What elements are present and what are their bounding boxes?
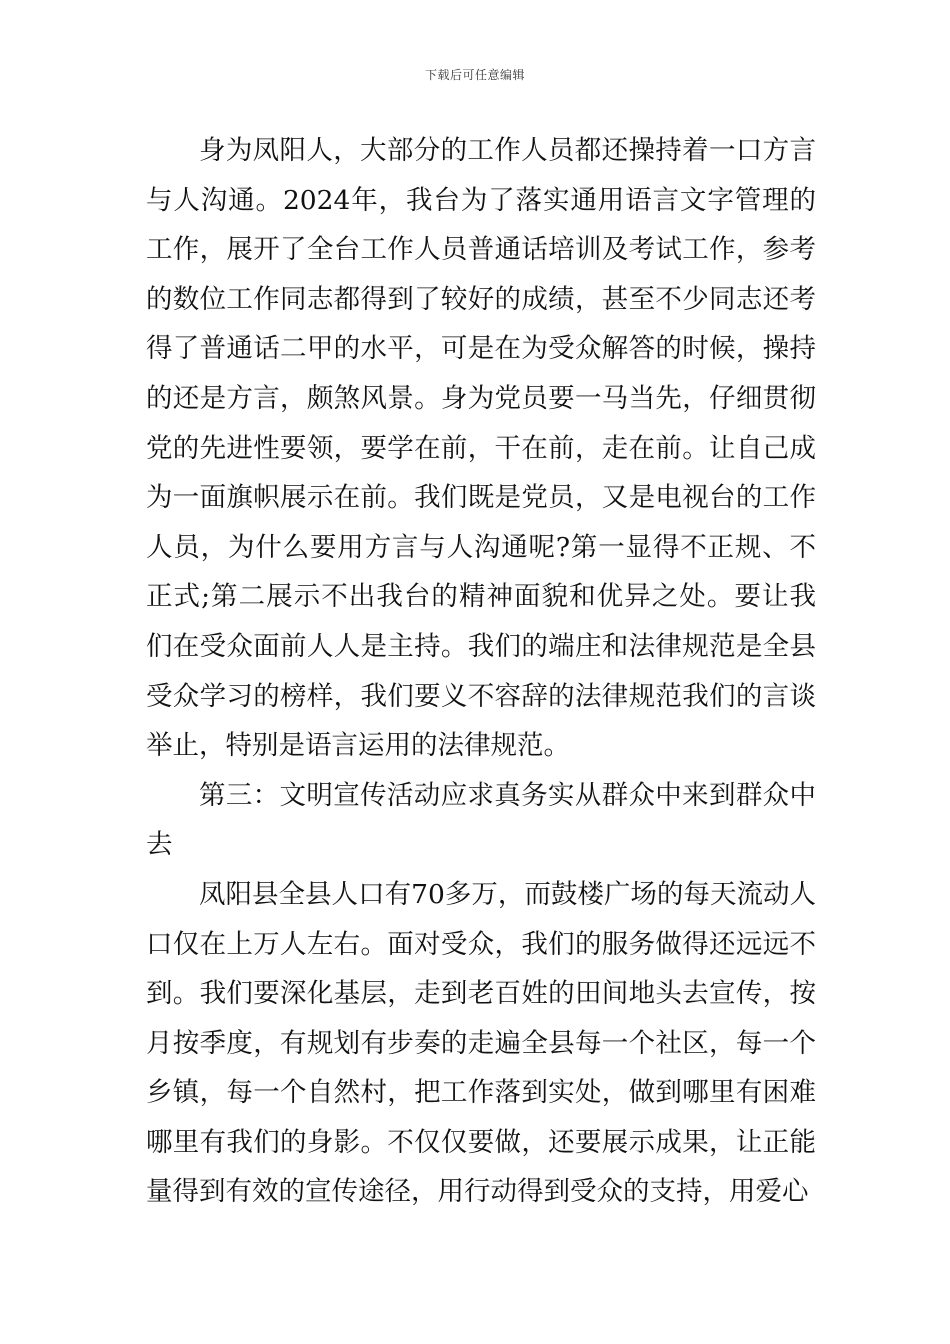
body-text — [146, 126, 816, 1217]
paragraph-heading-third: 第三：文明宣传活动应求真务实从群众中来到群众中去 — [146, 779, 816, 861]
paragraph-outreach: 凤阳县全县人口有70多万，而鼓楼广场的每天流动人口仅在上万人左右。面对受众，我们的服务做得还远远不到。我们要深化基层，走到老百姓的田间地头去宣传，按月按季度，有规划有步奏的走遍全县每一个社区，每一个乡镇，每一个自然村，把工作落到实处，做到哪里有困难哪里有我们的身影。不仅仅要做，还要展示成果，让正能量得到有效的宣传途径，用行动得到受众的支持，用爱心 — [146, 878, 816, 1208]
header-note: 下载后可任意编辑 — [424, 68, 525, 82]
paragraph-dialect: 身为凤阳人，大部分的工作人员都还操持着一口方言与人沟通。2024年，我台为了落实通用语言文字管理的工作，展开了全台工作人员普通话培训及考试工作，参考的数位工作同志都得到了较好的成绩，甚至不少同志还考得了普通话二甲的水平，可是在为受众解答的时候，操持的还是方言，颇煞风景。身为党员要一马当先，仔细贯彻党的先进性要领，要学在前，干在前，走在前。让自己成为一面旗帜展示在前。我们既是党员，又是电视台的工作人员，为什么要用方言与人沟通呢?第一显得不正规、不正式;第二展示不出我台的精神面貌和优异之处。要让我们在受众面前人人是主持。我们的端庄和法律规范是全县受众学习的榜样，我们要义不容辞的法律规范我们的言谈举止，特别是语言运用的法律规范。 — [146, 135, 816, 762]
